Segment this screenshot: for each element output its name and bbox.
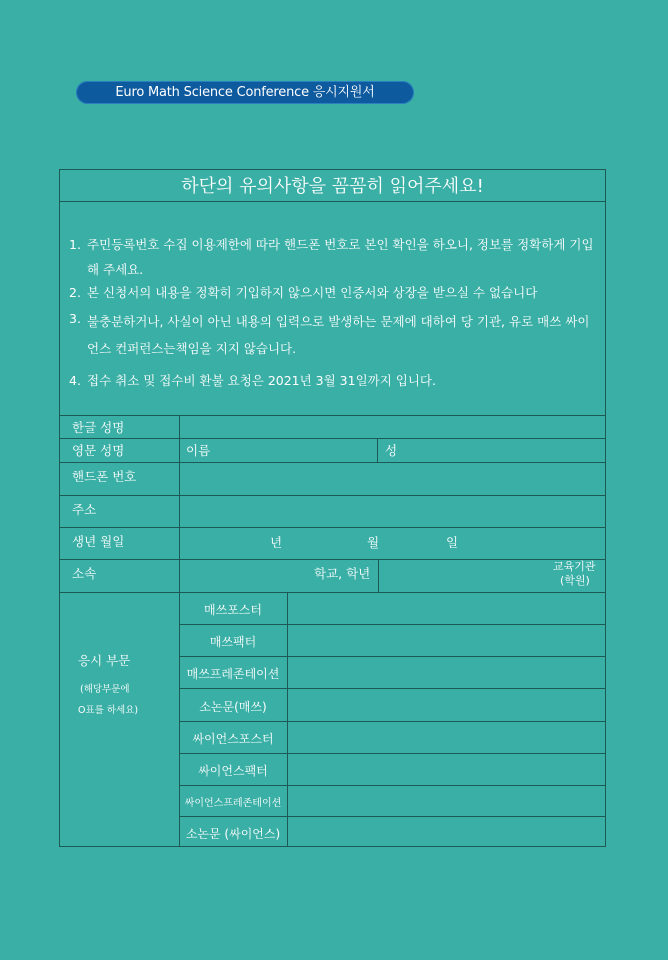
- divider: [60, 592, 605, 593]
- category-label: 소논문 (싸이언스): [185, 827, 281, 841]
- notice-item: 1. 주민등록번호 수집 이용제한에 따라 핸드폰 번호로 본인 확인을 하오니, 정보를 정확하게 기입해 주세요.: [69, 237, 594, 277]
- notice-item: 4. 접수 취소 및 접수비 환불 요청은 2021년 3월 31일까지 입니다.: [69, 373, 436, 388]
- category-label: 소논문(매쓰): [199, 700, 267, 714]
- category-label: 싸이언스팩터: [198, 764, 268, 778]
- divider: [179, 721, 605, 722]
- divider: [287, 592, 288, 846]
- category-label: 매쓰팩터: [209, 635, 257, 649]
- notice-item: 3. 불충분하거나, 사실이 아닌 내용의 입력으로 발생하는 문제에 대하여 당 기관, 유로 매쓰 싸이언스 컨퍼런스는책임을 지지 않습니다.: [69, 311, 590, 356]
- category-label: 매쓰포스터: [204, 603, 262, 617]
- institution-sublabel: (학원): [560, 574, 590, 587]
- divider: [179, 656, 605, 657]
- divider: [179, 415, 180, 846]
- affiliation-label: 소속: [72, 566, 97, 581]
- month-label: 월: [367, 535, 380, 550]
- divider: [179, 753, 605, 754]
- form-title-pill: Euro Math Science Conference 응시지원서: [76, 81, 414, 104]
- notice-list: [69, 232, 599, 393]
- notice-item: 2. 본 신청서의 내용을 정확히 기입하지 않으시면 인증서와 상장을 받으실 수 없습니다: [69, 285, 538, 300]
- divider: [179, 688, 605, 689]
- section-label: 응시 부문: [78, 653, 131, 668]
- section-note-line1: (해당부문에: [80, 684, 130, 695]
- category-label: 싸이언스프레존테이션: [184, 798, 282, 809]
- section-note-line2: O표를 하세요): [78, 705, 139, 716]
- divider: [60, 559, 605, 560]
- year-label: 년: [270, 535, 283, 550]
- divider: [60, 415, 605, 416]
- divider: [179, 816, 605, 817]
- divider: [179, 624, 605, 625]
- first-name-label: 이름: [186, 443, 211, 458]
- school-grade-label: 학교, 학년: [314, 566, 371, 581]
- application-form: [59, 169, 606, 847]
- english-name-label: 영문 성명: [72, 443, 125, 458]
- birth-label: 생년 월일: [72, 534, 125, 549]
- institution-label: 교육기관: [553, 560, 596, 573]
- day-label: 일: [446, 535, 459, 550]
- phone-label: 핸드폰 번호: [72, 469, 137, 484]
- category-label: 싸이언스포스터: [192, 732, 274, 746]
- korean-name-label: 한글 성명: [72, 420, 125, 435]
- divider: [377, 438, 378, 462]
- category-label: 매쓰프레존테이션: [186, 667, 280, 681]
- divider: [60, 462, 605, 463]
- divider: [60, 527, 605, 528]
- last-name-label: 성: [385, 443, 398, 458]
- divider: [60, 438, 605, 439]
- notice-header: 하단의 유의사항을 꼼꼼히 읽어주세요!: [60, 170, 605, 202]
- divider: [179, 785, 605, 786]
- address-label: 주소: [72, 502, 97, 517]
- divider: [60, 495, 605, 496]
- divider: [378, 559, 379, 592]
